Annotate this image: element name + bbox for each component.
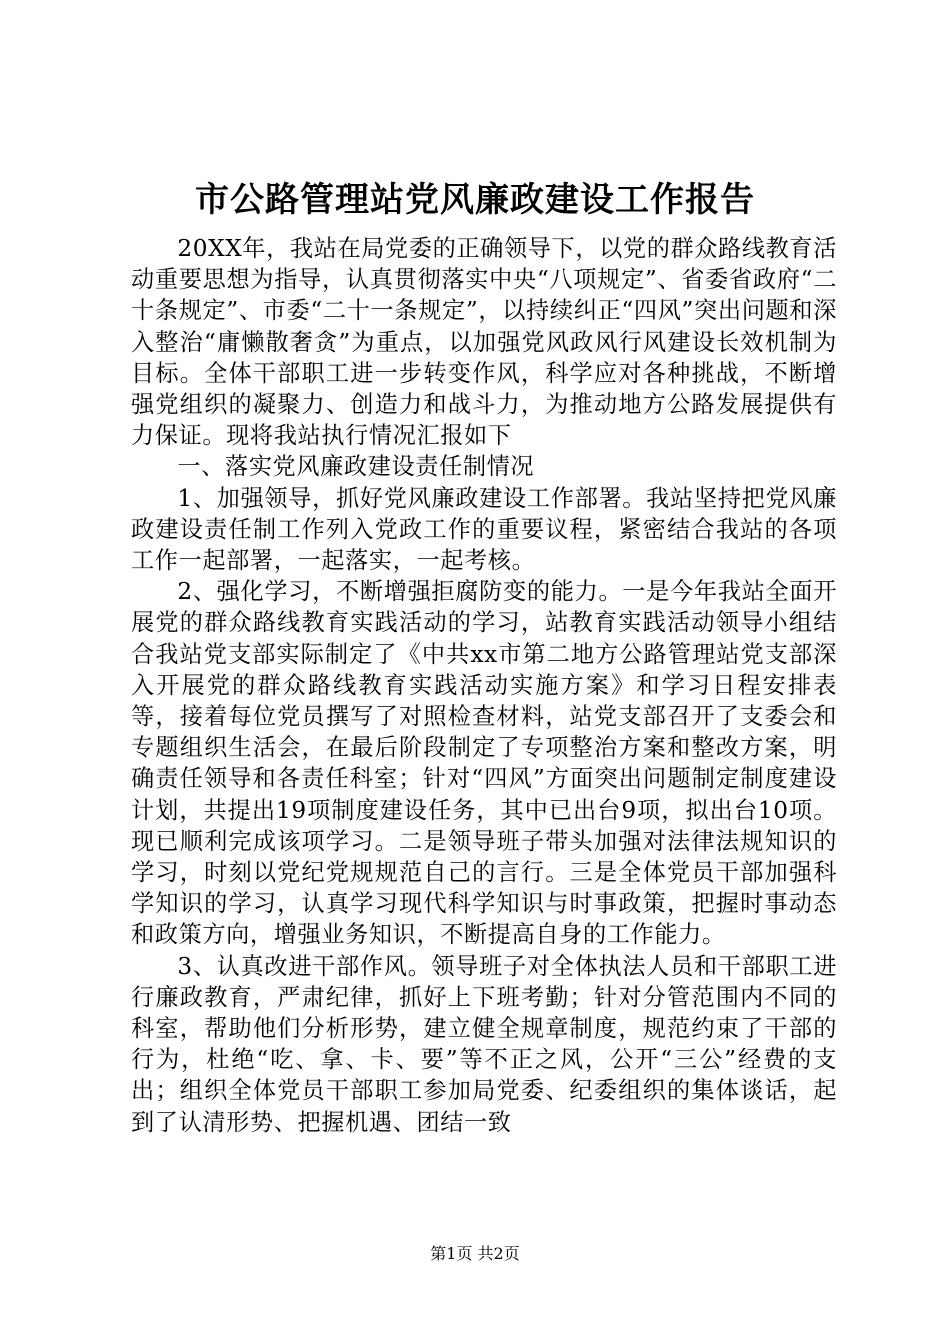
document-title: 市公路管理站党风廉政建设工作报告 (195, 180, 755, 220)
page-number: 第1页 共2页 (430, 1244, 520, 1263)
document-body (131, 233, 837, 1138)
paragraph-item-3: 3、认真改进干部作风。领导班子对全体执法人员和干部职工进行廉政教育，严肃纪律，抓好上下班考勤；针对分管范围内不同的科室，帮助他们分析形势，建立健全规章制度，规范约束了干部的行为，杜绝“吃、拿、卡、要”等不正之风，公开“三公”经费的支出；组织全体党员干部职工参加局党委、纪委组织的集体谈话，起到了认清形势、把握机遇、团结一致 (131, 952, 837, 1136)
section-heading: 一、落实党风廉政建设责任制情况 (177, 453, 535, 481)
paragraph-item-2: 2、强化学习，不断增强拒腐防变的能力。一是今年我站全面开展党的群众路线教育实践活动的学习，站教育实践活动领导小组结合我站党支部实际制定了《中共xx市第二地方公路管理站党支部深入开展党的群众路线教育实践活动实施方案》和学习日程安排表等，接着每位党员撰写了对照检查材料，站党支部召开了支委会和专题组织生活会，在最后阶段制定了专项整治方案和整改方案，明确责任领导和各责任科室；针对“四风”方面突出问题制定制度建设计划，共提出19项制度建设任务，其中已出台9项，拟出台10项。现已顺利完成该项学习。二是领导班子带头加强对法律法规知识的学习，时刻以党纪党规规范自己的言行。三是全体党员干部加强科学知识的学习，认真学习现代科学知识与时事政策，把握时事动态和政策方向，增强业务知识，不断提高自身的工作能力。 (131, 578, 837, 949)
paragraph-intro: 20XX年，我站在局党委的正确领导下，以党的群众路线教育活动重要思想为指导，认真贯彻落实中央“八项规定”、省委省政府“二十条规定”、市委“二十一条规定”，以持续纠正“四风”突出问题和深入整治“庸懒散奢贪”为重点，以加强党风政风行风建设长效机制为目标。全体干部职工进一步转变作风，科学应对各种挑战，不断增强党组织的凝聚力、创造力和战斗力，为推动地方公路发展提供有力保证。现将我站执行情况汇报如下 (131, 235, 837, 450)
paragraph-item-1: 1、加强领导，抓好党风廉政建设工作部署。我站坚持把党风廉政建设责任制工作列入党政工作的重要议程，紧密结合我站的各项工作一起部署，一起落实，一起考核。 (131, 484, 837, 575)
